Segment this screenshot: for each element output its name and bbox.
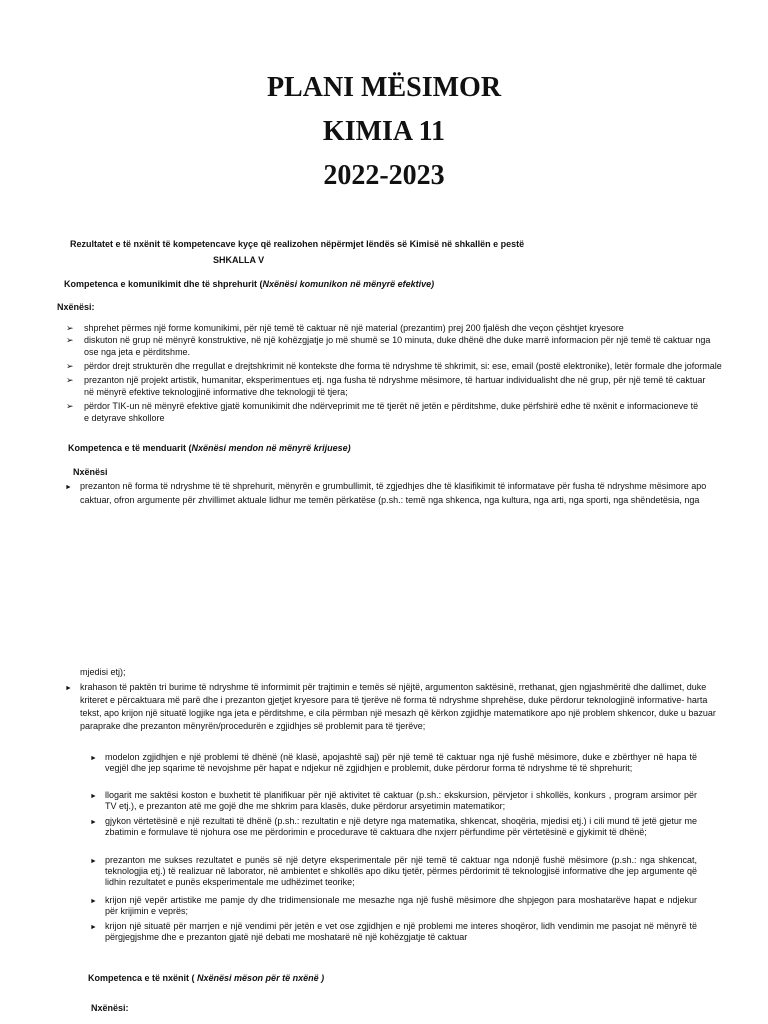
triangle-bullet-icon (90, 790, 97, 802)
list-item-continuation: tekst, apo krijon një situatë logjike nga jeta e përditshme, e cila përmban një mesazh që kërkon zgjidhje matematikore apo një problem shkencor, duke u bazuar (80, 708, 716, 718)
arrow-bullet-icon (66, 361, 74, 372)
learner-label: Nxënësi (73, 467, 108, 477)
list-item-continuation: mjedisi etj); (80, 667, 126, 677)
triangle-bullet-icon (65, 682, 72, 694)
sub-list-item: gjykon vërtetësinë e një rezultati të dhënë (p.sh.: rezultatin e një detyre nga matematika, shkencat, shoqëria, mjedisi etj.) i cili mund të jetë gjetur me zbatimin e formulave të njohura ose me përdorimin e procedurave të caktuara dhe nxjerr përfundime për vërtetësinë e gjykimit të dhënë; (105, 816, 697, 837)
list-item-continuation: ose nga jeta e përditshme. (84, 347, 191, 357)
learner-label: Nxënësi: (57, 302, 95, 312)
list-item: prezanton në forma të ndryshme të të shprehurit, mënyrën e grumbullimit, të zgjedhjes dhe të klasifikimit të informatave për fusha të ndryshme mësimore apo (80, 481, 707, 491)
arrow-bullet-icon (66, 335, 74, 346)
list-item: diskuton në grup në mënyrë konstruktive, në një kohëzgjatje jo më shumë se 10 minuta, duke dhënë dhe duke marrë informacion për një temë të caktuar nga (84, 335, 711, 345)
list-item-continuation: kriteret e përcaktuara më parë dhe i prezanton gjetjet kryesore para të tjerëve në forma të ndryshme shprehëse, duke përdorur teknologjinë informative- harta (80, 695, 708, 705)
triangle-bullet-icon (90, 855, 97, 867)
section-heading-communication: Kompetenca e komunikimit dhe të shprehurit (Nxënësi komunikon në mënyrë efektive) (64, 279, 435, 289)
arrow-bullet-icon (66, 323, 74, 334)
arrow-bullet-icon (66, 401, 74, 412)
learner-label: Nxënësi: (91, 1003, 129, 1013)
school-year: 2022-2023 (323, 160, 445, 191)
sub-list-item: prezanton me sukses rezultatet e punës së një detyre eksperimentale për një temë të caktuar nga ndonjë fushë mësimore (p.sh.: nga shkencat, teknologjia etj.) të realizuar në laborator, në ambientet e shkollës apo diku tjetër, përmes përdorimit të teknologjisë informative dhe jep argumente që lidhin rezultatet e punës eksperimentale me udhëzimet teorike; (105, 855, 697, 887)
triangle-bullet-icon (90, 752, 97, 764)
triangle-bullet-icon (90, 816, 97, 828)
sub-list-item: llogarit me saktësi koston e buxhetit të planifikuar për një aktivitet të caktuar (p.sh.: ekskursion, përvjetor i shkollës, konkurs , program arsimor për TV etj.), e prezanton atë me gojë dhe me shkrim para klasës, duke përdorur arsyetimin matematikor; (105, 790, 697, 811)
list-item: shprehet përmes një forme komunikimi, për një temë të caktuar në një material (prezantim) prej 200 fjalësh dhe veçon çështjet kryesore (84, 323, 624, 333)
sub-list-item: krijon një vepër artistike me pamje dy dhe tridimensionale me mesazhe nga një fushë mësimore dhe shpjegon para moshatarëve hapat e ndjekur për krijimin e veprës; (105, 895, 697, 916)
section-heading-learning: Kompetenca e të nxënit ( Nxënësi mëson për të nxënë ) (88, 973, 325, 983)
section-heading-thinking: Kompetenca e të menduarit (Nxënësi mendon në mënyrë krijuese) (68, 443, 351, 453)
arrow-bullet-icon (66, 375, 74, 386)
list-item: përdor TIK-un në mënyrë efektive gjatë komunikimit dhe ndërveprimit me të tjerët në jetën e përditshme, duke përfshirë edhe të nxënit e informacioneve të (84, 401, 699, 411)
list-item-continuation: caktuar, ofron argumente për zhvillimet aktuale lidhur me temën përkatëse (p.sh.: temë nga shkenca, nga kultura, nga arti, nga sporti, nga shëndetësia, nga (80, 495, 700, 505)
sub-list-item: modelon zgjidhjen e një problemi të dhënë (në klasë, apojashtë saj) për një temë të caktuar nga një fushë mësimore, duke e zbërthyer në hapa të vegjël dhe jep sqarime të nevojshme për hapat e ndjekur në zgjidhjen e problemit, duke përdorur forma të ndryshme të të shprehurit; (105, 752, 697, 773)
intro-text: Rezultatet e të nxënit të kompetencave kyçe që realizohen nëpërmjet lëndës së Kimisë në shkallën e pestë (70, 239, 525, 249)
triangle-bullet-icon (65, 481, 72, 493)
sub-list-item: krijon një situatë për marrjen e një vendimi për jetën e vet ose zgjidhjen e një problemi me interes shoqëror, lidh vendimin me pasojat në mënyrë të përgjegjshme dhe e prezanton gjatë një debati me moshatarë në një kohëzgjatje të caktuar (105, 921, 697, 942)
list-item-continuation: në mënyrë efektive teknologjinë informative dhe teknologji të tjera; (84, 387, 348, 397)
list-item: përdor drejt strukturën dhe rregullat e drejtshkrimit në kontekste dhe forma të ndryshme të shkrimit, si: ese, email (postë elektronike), letër formale dhe joformale (84, 361, 722, 371)
list-item: krahason të paktën tri burime të ndryshme të informimit për trajtimin e temës së njëjtë, argumenton saktësinë, rrethanat, gjen ngjashmëritë dhe dallimet, duke (80, 682, 707, 692)
list-item-continuation: e detyrave shkollore (84, 413, 165, 423)
triangle-bullet-icon (90, 921, 97, 933)
subject-title: KIMIA 11 (322, 116, 446, 147)
list-item: prezanton një projekt artistik, humanitar, eksperimentues etj. nga fusha të ndryshme mësimore, të hartuar individualisht dhe në grup, për një temë të caktuar (84, 375, 706, 385)
list-item-continuation: paraprake dhe prezanton mënyrën/procedurën e zgjidhjes së problemit para të tjerëve; (80, 721, 426, 731)
triangle-bullet-icon (90, 895, 97, 907)
level-label: SHKALLA V (213, 255, 265, 265)
document-title: PLANI MËSIMOR (266, 72, 502, 103)
